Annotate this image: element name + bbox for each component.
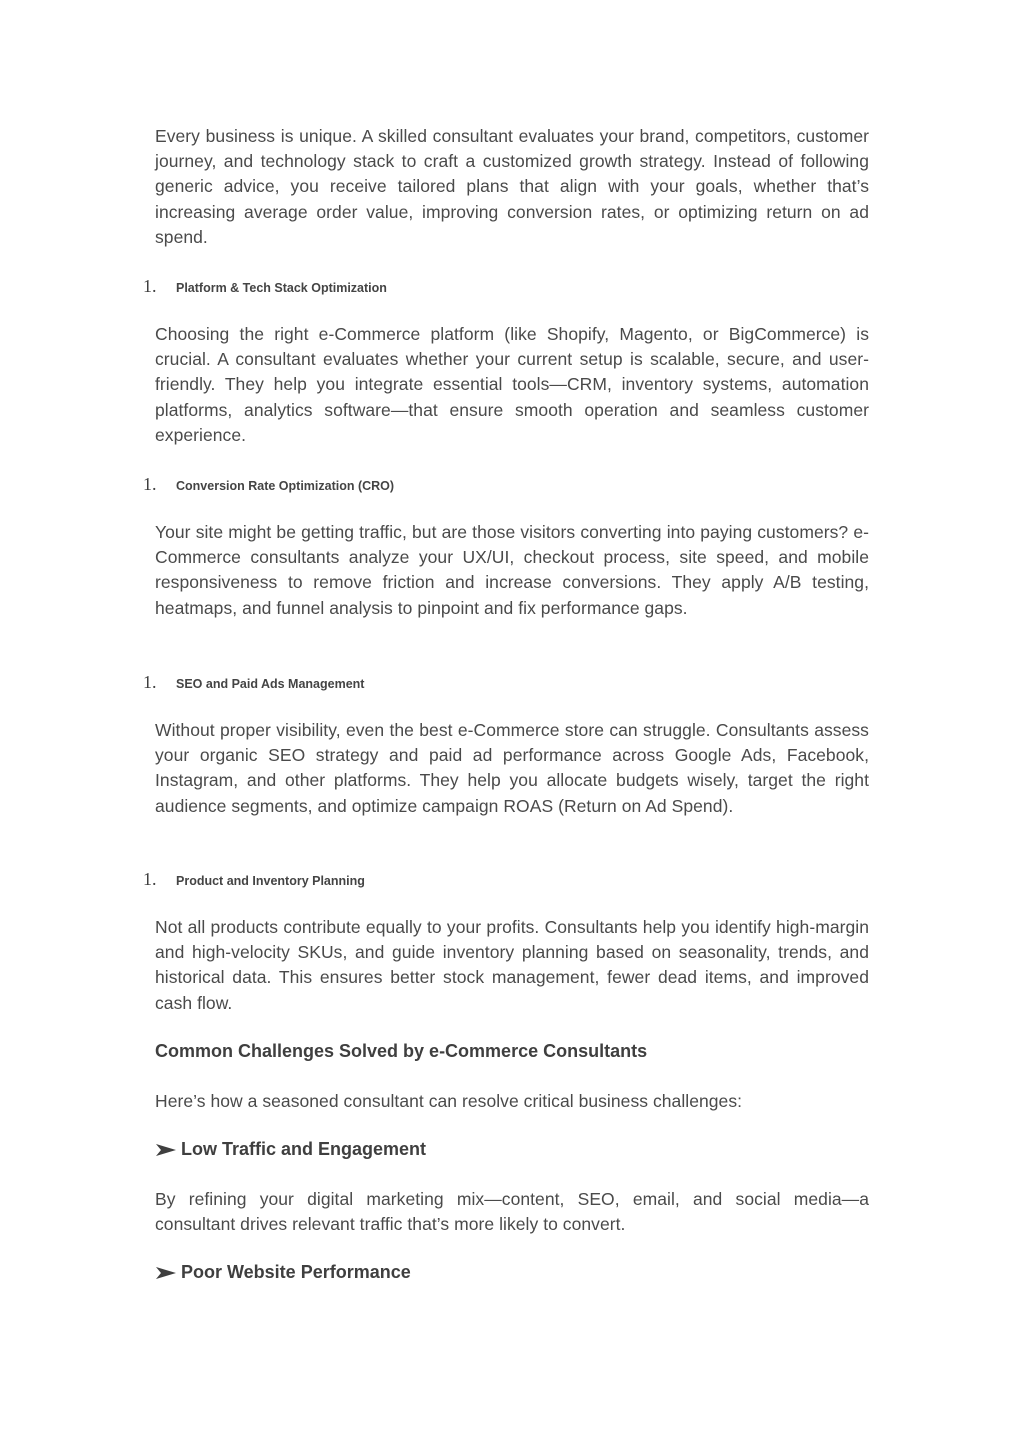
list-body-seo: Without proper visibility, even the best e-Commerce store can struggle. Consultants assess your organic SEO strategy and paid ad performance across Google Ads, Facebook, Instagram, and other platforms. They help you allocate budgets wisely, target the right audience segments, and optimize campaign ROAS (Return on Ad Spend). <box>155 720 869 816</box>
list-title: SEO and Paid Ads Management <box>176 677 365 691</box>
list-heading-seo <box>143 672 863 696</box>
challenges-heading: Common Challenges Solved by e-Commerce Consultants <box>155 1041 648 1061</box>
arrow-right-icon <box>155 1265 177 1281</box>
challenge-title: Poor Website Performance <box>181 1262 411 1282</box>
challenge-heading-performance <box>155 1262 869 1283</box>
arrow-right-icon <box>155 1142 177 1158</box>
challenge-heading-traffic <box>155 1139 869 1160</box>
list-body-inventory: Not all products contribute equally to your profits. Consultants help you identify high-margin and high-velocity SKUs, and guide inventory planning based on seasonality, trends, and historical data. This ensures better stock management, fewer dead items, and improved cash flow. <box>155 917 869 1013</box>
list-body-platform: Choosing the right e-Commerce platform (like Shopify, Magento, or BigCommerce) is crucial. A consultant evaluates whether your current setup is scalable, secure, and user-friendly. They help you integrate essential tools—CRM, inventory systems, automation platforms, analytics software—that ensure smooth operation and seamless customer experience. <box>155 324 869 445</box>
list-number: 1. <box>143 672 157 692</box>
list-number: 1. <box>143 276 157 296</box>
list-heading-inventory <box>143 869 863 893</box>
list-number: 1. <box>143 869 157 889</box>
list-title: Conversion Rate Optimization (CRO) <box>176 479 395 493</box>
list-heading-cro <box>143 474 863 498</box>
intro-paragraph: Every business is unique. A skilled consultant evaluates your brand, competitors, customer journey, and technology stack to craft a customized growth strategy. Instead of following generic advice, you receive tailored plans that align with your goals, whether that’s increasing average order value, improving conversion rates, or optimizing return on ad spend. <box>155 126 869 247</box>
challenge-title: Low Traffic and Engagement <box>181 1139 427 1159</box>
challenges-intro: Here’s how a seasoned consultant can resolve critical business challenges: <box>155 1091 743 1111</box>
list-title: Platform & Tech Stack Optimization <box>176 281 387 295</box>
list-number: 1. <box>143 474 157 494</box>
list-heading-platform <box>143 276 863 300</box>
list-body-cro: Your site might be getting traffic, but are those visitors converting into paying customers? e-Commerce consultants analyze your UX/UI, checkout process, site speed, and mobile responsiveness to remove friction and increase conversions. They apply A/B testing, heatmaps, and funnel analysis to pinpoint and fix performance gaps. <box>155 522 869 618</box>
list-title: Product and Inventory Planning <box>176 874 365 888</box>
challenge-body-traffic: By refining your digital marketing mix—content, SEO, email, and social media—a consultant drives relevant traffic that’s more likely to convert. <box>155 1189 869 1235</box>
